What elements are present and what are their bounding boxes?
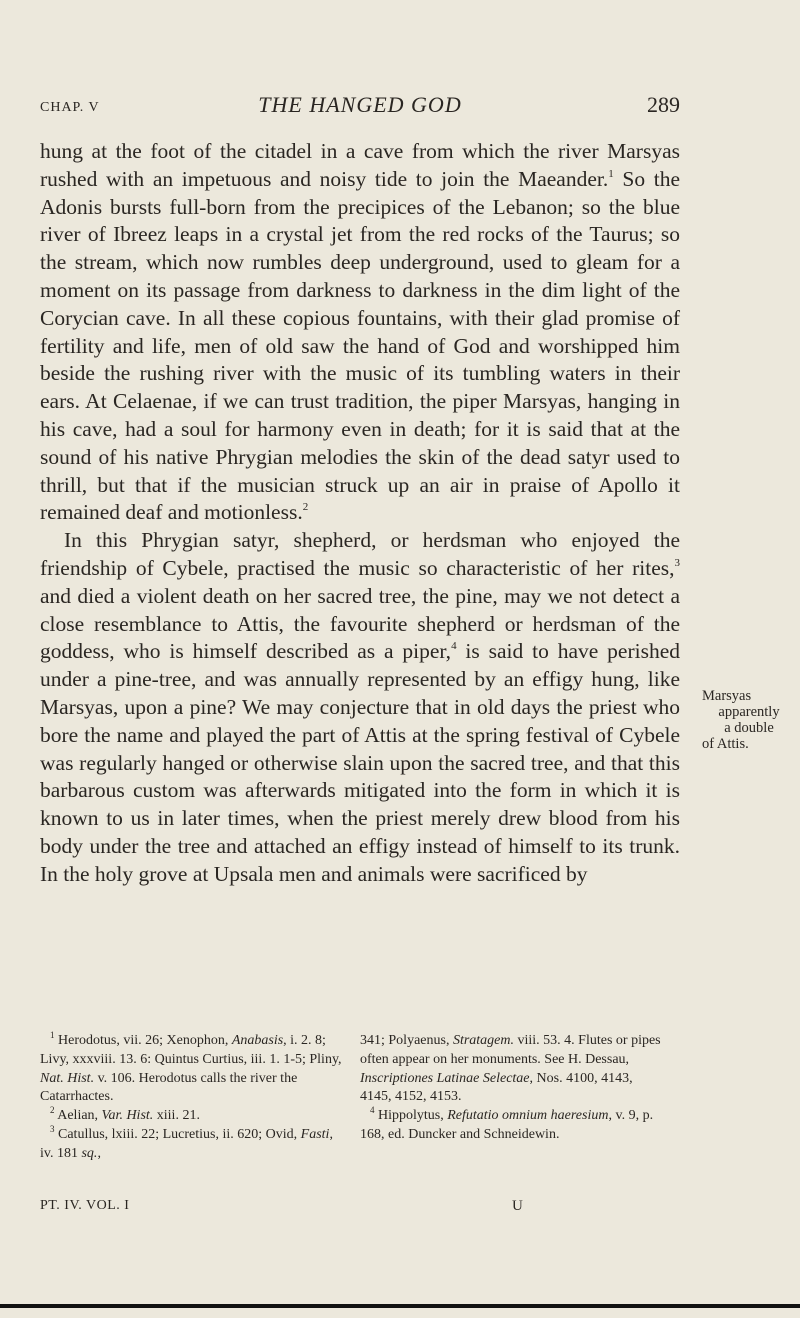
footnotes-left-column [40, 1032, 346, 1164]
footnote-ref-1: 1 [608, 167, 614, 180]
footnote-3: $^3$ Catullus, lxiii. 22; Lucretius, ii. 620; Ovid, Fasti, iv. 181 sq., [40, 1123, 333, 1161]
chapter-label: CHAP. V [40, 100, 100, 115]
footnotes-right-column [360, 1032, 666, 1145]
footnote-3-continued: 341; Polyaenus, Stratagem. viii. 53. 4. Flutes or pipes often appear on her monuments. See H. Dessau, Inscriptiones Latinae Selectae, Nos. 4100, 4143, 4145, 4152, 4153. [360, 1033, 661, 1105]
paragraph-1: hung at the foot of the citadel in a cave from which the river Marsyas rushed with an impetuous and noisy tide to join the Maeander.$^1$ So the Adonis bursts full-born from the precipices of the Lebanon; so the blue river of Ibreez leaps in a crystal jet from the red rocks of the Taurus; so the stream, which now rumbles deep underground, used to gleam for a moment on its passage from darkness to darkness in the dim light of the Corycian cave. In all these copious fountains, with their glad promise of fertility and life, men of old saw the hand of God and worshipped him beside the rushing river with the music of its tumbling waters in their ears. At Celaenae, if we can trust tradition, the piper Marsyas, hanging in his cave, had a soul for harmony even in death; for it is said that at the sound of his native Phrygian melodies the skin of the dead satyr used to thrill, but that if the musician struck up an air in praise of Apollo it remained deaf and motionless.$^2$ [40, 139, 680, 525]
paragraph-2: In this Phrygian satyr, shepherd, or herdsman who enjoyed the friendship of Cybele, practised the music so characteristic of her rites,$^3$ and died a violent death on her sacred tree, the pine, may we not detect a close resemblance to Attis, the favourite shepherd or herdsman of the goddess, who is himself described as a piper,$^4$ is said to have perished under a pine-tree, and was annually represented by an effigy hung, like Marsyas, upon a pine? We may conjecture that in old days the priest who bore the name and played the part of Attis at the spring festival of Cybele was regularly hanged or otherwise slain upon the sacred tree, and that this barbarous custom was afterwards mitigated into the form in which it is known to us in later times, when the priest merely drew blood from his body under the tree and attached an effigy instead of himself to its trunk. In the holy grove at Upsala men and animals were sacrificed by [40, 528, 680, 886]
margin-note: Marsyas apparently a double of Attis. [702, 688, 780, 752]
footnote-ref-2: 2 [302, 501, 309, 514]
bottom-edge-rule [0, 1304, 800, 1308]
footnote-1: $^1$ Herodotus, vii. 26; Xenophon, Anabasis, i. 2. 8; Livy, xxxviii. 13. 6: Quintus Curtius, iii. 1. 1-5; Pliny, Nat. Hist. v. 106. Herodotus calls the river the Catarrhactes. [40, 1030, 342, 1105]
running-title: THE HANGED GOD [258, 92, 462, 117]
footnote-ref-3: 3 [674, 556, 680, 569]
page-number: 289 [647, 92, 680, 117]
signature-mark: PT. IV. VOL. I [40, 1198, 130, 1213]
footnote-4: $^4$ Hippolytus, Refutatio omnium haeresium, v. 9, p. 168, ed. Duncker and Schneidewin. [360, 1105, 654, 1142]
gathering-letter: U [512, 1198, 523, 1214]
main-text [40, 138, 680, 889]
footnote-2: $^2$ Aelian, Var. Hist. xiii. 21. [50, 1105, 200, 1124]
footnote-ref-4: 4 [451, 640, 457, 653]
running-header [40, 92, 680, 126]
